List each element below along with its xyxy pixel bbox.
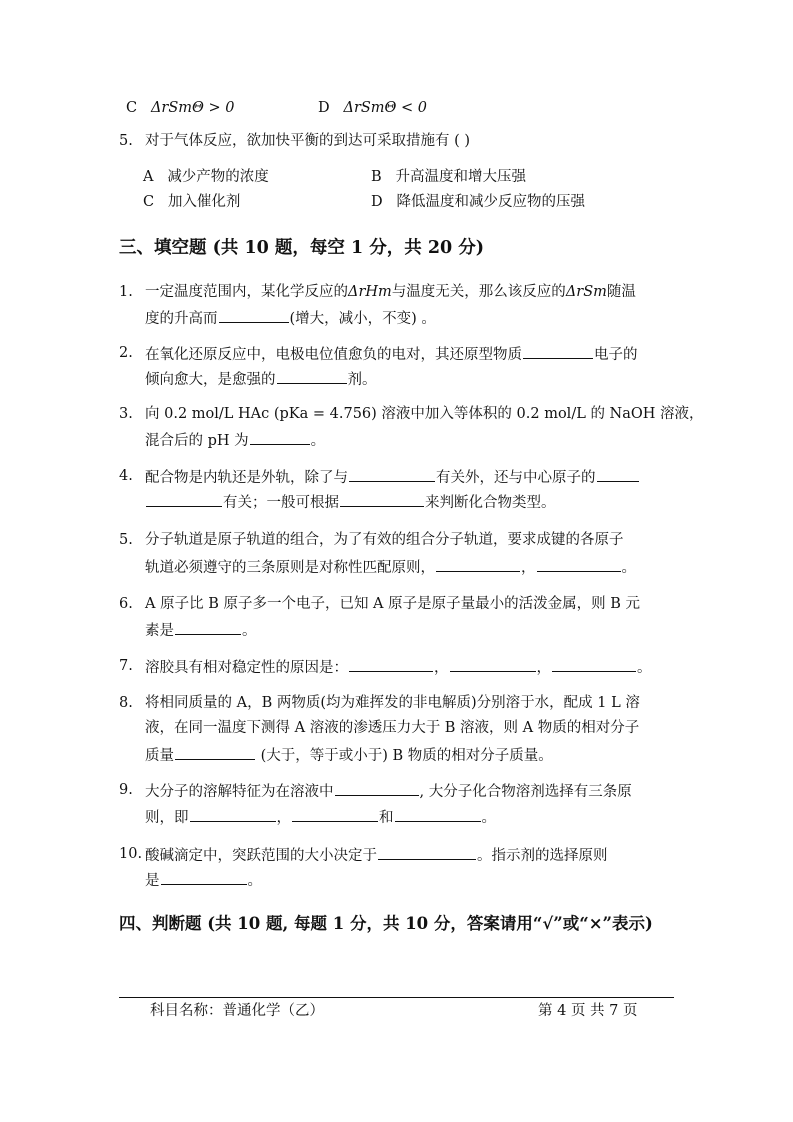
answer-blank[interactable] bbox=[292, 806, 378, 822]
mc-q5-option-c bbox=[143, 192, 240, 212]
text: 。 bbox=[621, 560, 636, 576]
fill-q10-number: 10. bbox=[119, 846, 143, 862]
text: 。 bbox=[310, 433, 326, 449]
text: 。指示剂的选择原则 bbox=[477, 848, 608, 864]
option-label: B bbox=[371, 169, 382, 185]
option-text: 加入催化剂 bbox=[167, 194, 241, 210]
fill-q4-number: 4. bbox=[119, 468, 133, 484]
text: 电子的 bbox=[594, 347, 638, 363]
text: 质量 bbox=[145, 748, 174, 764]
fill-q1-number: 1. bbox=[119, 284, 133, 300]
enthalpy-symbol: ΔrHm bbox=[348, 284, 392, 300]
text: 随温 bbox=[606, 284, 636, 300]
fill-q2-number: 2. bbox=[119, 345, 133, 361]
section-3-heading: 三、填空题 (共 10 题，每空 1 分，共 20 分) bbox=[119, 238, 485, 258]
text: 酸碱滴定中，突跃范围的大小决定于 bbox=[145, 848, 377, 864]
mc-q5-text: 对于气体反应，欲加快平衡的到达可采取措施有 ( ) bbox=[145, 133, 471, 149]
fill-q3-line2 bbox=[145, 429, 325, 451]
answer-blank[interactable] bbox=[219, 307, 289, 323]
answer-blank[interactable] bbox=[175, 619, 241, 635]
text: (大于，等于或小于) B 物质的相对分子质量。 bbox=[260, 748, 553, 764]
text: 是 bbox=[145, 873, 160, 889]
text: 在氧化还原反应中，电极电位值愈负的电对，其还原型物质 bbox=[145, 347, 522, 363]
fill-q7-line1 bbox=[145, 656, 652, 678]
fill-q3-line1: 向 0.2 mol/L HAc (pKa = 4.756) 溶液中加入等体积的 0.2 mol/L 的 NaOH 溶液， bbox=[145, 406, 704, 422]
text: , 大分子化合物溶剂选择有三条原 bbox=[419, 784, 632, 800]
fill-q2-line1 bbox=[145, 343, 638, 365]
fill-q5-number: 5. bbox=[119, 532, 133, 548]
mc-q5-option-a bbox=[143, 167, 269, 187]
option-label: D bbox=[371, 194, 383, 210]
option-label: A bbox=[143, 169, 154, 185]
mc-q5-number: 5. bbox=[119, 133, 133, 149]
fill-q4-line1 bbox=[145, 466, 640, 488]
option-text: 降低温度和减少反应物的压强 bbox=[396, 194, 585, 210]
fill-q8-number: 8. bbox=[119, 695, 133, 711]
answer-blank[interactable] bbox=[277, 368, 347, 384]
fill-q5-line2 bbox=[145, 556, 636, 578]
fill-q3-number: 3. bbox=[119, 406, 133, 422]
text: 混合后的 pH 为 bbox=[145, 433, 249, 449]
answer-blank[interactable] bbox=[161, 869, 247, 885]
text: 一定温度范围内，某化学反应的 bbox=[145, 284, 348, 300]
answer-blank[interactable] bbox=[552, 656, 636, 672]
fill-q10-line1 bbox=[145, 844, 608, 866]
answer-blank[interactable] bbox=[190, 806, 276, 822]
text: 。 bbox=[481, 810, 496, 826]
mc-q5-option-d bbox=[371, 192, 585, 212]
text: (增大，减小，不变) 。 bbox=[289, 311, 436, 327]
fill-q9-line1 bbox=[145, 780, 632, 802]
text: 。 bbox=[242, 623, 257, 639]
text: ， bbox=[276, 810, 291, 826]
text: 则，即 bbox=[145, 810, 189, 826]
text: 。 bbox=[637, 660, 652, 676]
option-c bbox=[126, 98, 235, 118]
fill-q8-line1: 将相同质量的 A，B 两物质(均为难挥发的非电解质)分别溶于水，配成 1 L 溶 bbox=[145, 695, 640, 711]
section-4-heading: 四、判断题 (共 10 题, 每题 1 分，共 10 分，答案请用“√”或“×”表示) bbox=[119, 914, 653, 933]
text: 。 bbox=[247, 873, 262, 889]
answer-blank[interactable] bbox=[146, 491, 222, 507]
option-d-label: D bbox=[318, 100, 330, 116]
answer-blank[interactable] bbox=[349, 656, 433, 672]
fill-q6-line1: A 原子比 B 原子多一个电子，已知 A 原子是原子量最小的活泼金属，则 B 元 bbox=[145, 596, 641, 612]
answer-blank[interactable] bbox=[436, 556, 520, 572]
answer-blank[interactable] bbox=[537, 556, 621, 572]
answer-blank[interactable] bbox=[395, 806, 481, 822]
mc-q5-option-b bbox=[371, 167, 526, 187]
fill-q8-line2: 液，在同一温度下测得 A 溶液的渗透压力大于 B 溶液，则 A 物质的相对分子 bbox=[145, 720, 640, 736]
text: 来判断化合物类型。 bbox=[425, 495, 556, 511]
answer-blank[interactable] bbox=[378, 844, 476, 860]
text: 大分子的溶解特征为在溶液中 bbox=[145, 784, 334, 800]
footer-subject: 科目名称：普通化学（乙） bbox=[150, 1003, 324, 1019]
option-text: 减少产物的浓度 bbox=[167, 169, 269, 185]
option-text: 升高温度和增大压强 bbox=[395, 169, 526, 185]
fill-q1-line1 bbox=[145, 282, 636, 302]
fill-q6-number: 6. bbox=[119, 596, 133, 612]
text: 溶胶具有相对稳定性的原因是： bbox=[145, 660, 348, 676]
fill-q5-line1: 分子轨道是原子轨道的组合，为了有效的组合分子轨道，要求成键的各原子 bbox=[145, 532, 624, 548]
fill-q2-line2 bbox=[145, 368, 377, 390]
option-c-text: ΔrSmΘ > 0 bbox=[150, 100, 235, 116]
text: 与温度无关，那么该反应的 bbox=[391, 284, 566, 300]
fill-q9-line2 bbox=[145, 806, 496, 828]
footer-page-number: 第 4 页 共 7 页 bbox=[538, 1003, 638, 1019]
answer-blank[interactable] bbox=[250, 429, 310, 445]
answer-blank[interactable] bbox=[523, 343, 593, 359]
text: 有关外，还与中心原子的 bbox=[436, 470, 596, 486]
fill-q8-line3 bbox=[145, 744, 553, 766]
text: 配合物是内轨还是外轨，除了与 bbox=[145, 470, 348, 486]
option-label: C bbox=[143, 194, 155, 210]
option-d-text: ΔrSmΘ < 0 bbox=[343, 100, 428, 116]
entropy-symbol: ΔrSm bbox=[565, 284, 607, 300]
fill-q1-line2 bbox=[145, 307, 436, 329]
text: 倾向愈大，是愈强的 bbox=[145, 372, 276, 388]
answer-blank[interactable] bbox=[335, 780, 419, 796]
text: 有关；一般可根据 bbox=[223, 495, 339, 511]
answer-blank[interactable] bbox=[175, 744, 255, 760]
fill-q6-line2 bbox=[145, 619, 257, 641]
answer-blank[interactable] bbox=[349, 466, 435, 482]
text: 度的升高而 bbox=[145, 311, 218, 327]
text: ， bbox=[521, 560, 536, 576]
text: ， bbox=[536, 660, 551, 676]
answer-blank[interactable] bbox=[597, 466, 639, 482]
option-c-label: C bbox=[126, 100, 138, 116]
text: ， bbox=[434, 660, 449, 676]
fill-q7-number: 7. bbox=[119, 658, 133, 674]
option-d bbox=[318, 98, 427, 118]
footer-divider bbox=[119, 997, 674, 998]
text: 剂。 bbox=[347, 372, 377, 388]
fill-q4-line2 bbox=[145, 491, 556, 513]
text: 和 bbox=[379, 810, 394, 826]
text: 轨道必须遵守的三条原则是对称性匹配原则， bbox=[145, 560, 435, 576]
answer-blank[interactable] bbox=[340, 491, 424, 507]
fill-q9-number: 9. bbox=[119, 782, 133, 798]
text: 素是 bbox=[145, 623, 174, 639]
fill-q10-line2 bbox=[145, 869, 262, 891]
answer-blank[interactable] bbox=[450, 656, 536, 672]
